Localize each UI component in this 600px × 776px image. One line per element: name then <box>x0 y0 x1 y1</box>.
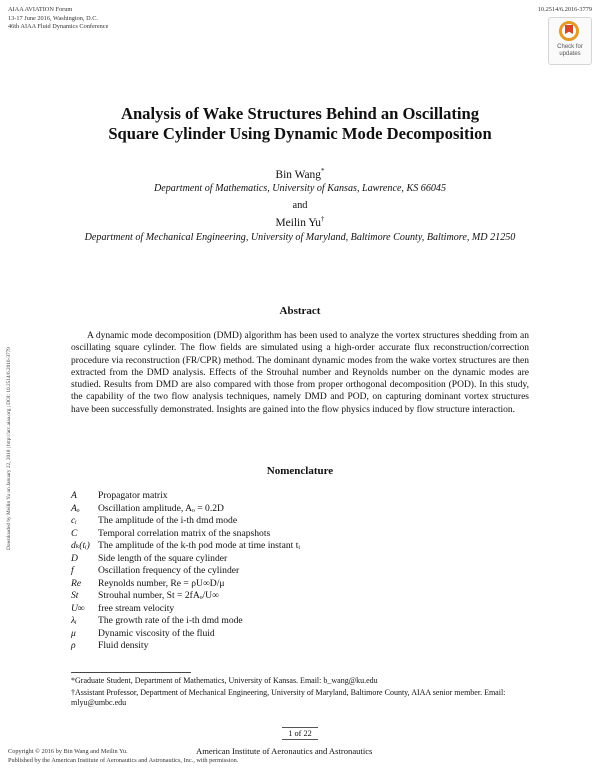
nomenclature-item <box>71 515 531 528</box>
nomenclature-definition: The growth rate of the i-th dmd mode <box>98 615 243 626</box>
nomenclature-heading: Nomenclature <box>266 465 334 477</box>
nomenclature-symbol: μ <box>71 627 76 639</box>
title-line-2: Square Cylinder Using Dynamic Mode Decomposition <box>108 124 492 143</box>
nomenclature-definition: Oscillation frequency of the cylinder <box>98 565 240 576</box>
nomenclature-symbol: D <box>71 552 78 564</box>
doi-label: 10.2514/6.2016-3779 <box>537 6 592 13</box>
nomenclature-definition: The amplitude of the i-th dmd mode <box>98 515 238 526</box>
badge-line-1: Check for <box>557 44 583 50</box>
copyright-line-1: Copyright © 2016 by Bin Wang and Meilin Yu. <box>8 748 128 755</box>
author-2 <box>0 215 600 229</box>
page-number-label: 1 of 22 <box>282 727 318 740</box>
author-1 <box>0 167 600 181</box>
author-2-mark: † <box>320 215 325 223</box>
nomenclature-definition: Propagator matrix <box>98 490 168 501</box>
nomenclature-symbol: λᵢ <box>71 615 77 626</box>
nomenclature-item <box>71 540 531 553</box>
check-for-updates-badge[interactable] <box>548 17 592 65</box>
badge-label <box>549 44 591 58</box>
author-1-mark: * <box>320 167 325 175</box>
nomenclature-definition: Strouhal number, St = 2fAₒ/U∞ <box>98 590 219 601</box>
and-separator: and <box>292 200 308 211</box>
nomenclature-list <box>71 490 531 653</box>
abstract-heading: Abstract <box>279 305 321 317</box>
nomenclature-symbol: f <box>71 565 74 576</box>
nomenclature-symbol: C <box>71 527 78 539</box>
footnote-2: †Assistant Professor, Department of Mechanical Engineering, University of Maryland, Baltimore County, AIAA senior member. Email: mlyu@umbc.edu <box>71 688 506 707</box>
nomenclature-item <box>71 565 531 578</box>
nomenclature-item <box>71 490 531 503</box>
paper-title <box>0 104 600 144</box>
footnote-1: *Graduate Student, Department of Mathematics, University of Kansas. Email: b_wang@ku.edu <box>71 676 378 685</box>
header-line-dates: 13-17 June 2016, Washington, D.C. <box>8 14 98 22</box>
header-line-forum: AIAA AVIATION Forum <box>8 6 73 13</box>
affiliation-2: Department of Mechanical Engineering, University of Maryland, Baltimore County, Baltimore, MD 21250 <box>84 232 516 243</box>
header-line-conference: 46th AIAA Fluid Dynamics Conference <box>8 23 109 31</box>
nomenclature-item <box>71 503 531 516</box>
author-2-name: Meilin Yu <box>275 216 321 229</box>
author-1-name: Bin Wang <box>275 168 321 181</box>
nomenclature-symbol: cᵢ <box>71 515 77 526</box>
nomenclature-item <box>71 590 531 603</box>
nomenclature-item <box>71 640 531 653</box>
nomenclature-item <box>71 628 531 641</box>
download-sidebar: Downloaded by Meilin Yu on January 22, 2018 | http://arc.aiaa.org | DOI: 10.2514/6.2016-3779 <box>6 347 12 550</box>
nomenclature-definition: The amplitude of the k-th pod mode at time instant tᵢ <box>98 540 300 551</box>
copyright-line-2: Published by the American Institute of Aeronautics and Astronautics, Inc., with permission. <box>8 756 239 764</box>
page-number <box>0 727 600 740</box>
nomenclature-symbol: Aₒ <box>71 502 80 514</box>
nomenclature-definition: Dynamic viscosity of the fluid <box>98 627 215 639</box>
nomenclature-item <box>71 615 531 628</box>
nomenclature-symbol: Re <box>71 577 82 589</box>
footnote-rule <box>71 672 191 673</box>
nomenclature-symbol: St <box>71 590 79 601</box>
nomenclature-symbol: ρ <box>71 640 76 651</box>
title-line-1: Analysis of Wake Structures Behind an Oscillating <box>120 104 480 123</box>
nomenclature-symbol: dₖ(tᵢ) <box>71 540 90 551</box>
nomenclature-definition: Oscillation amplitude, Aₒ = 0.2D <box>98 502 224 514</box>
nomenclature-item <box>71 603 531 616</box>
nomenclature-definition: Side length of the square cylinder <box>98 552 228 564</box>
nomenclature-symbol: U∞ <box>71 602 85 614</box>
nomenclature-item <box>71 528 531 541</box>
affiliation-1: Department of Mathematics, University of Kansas, Lawrence, KS 66045 <box>153 183 447 194</box>
nomenclature-definition: Temporal correlation matrix of the snapshots <box>98 527 271 539</box>
badge-line-2: updates <box>559 51 581 57</box>
nomenclature-definition: free stream velocity <box>98 602 175 614</box>
publisher-name: American Institute of Aeronautics and Astronautics <box>196 746 373 756</box>
nomenclature-item <box>71 578 531 591</box>
nomenclature-definition: Reynolds number, Re = ρU∞D/μ <box>98 577 225 589</box>
conference-header <box>8 6 108 32</box>
abstract-text: A dynamic mode decomposition (DMD) algorithm has been used to analyze the vortex structures shedding from an oscillating square cylinder. The flow fields are simulated using a high-order accurate flux reconstruction/correction procedure via reconstruction (FR/CPR) method. The dominant dynamic modes from the wake vortex structures are then extracted from the DMD analysis. Effects of the Strouhal number and Reynolds number on the dynamic modes are studied. Results from DMD are also compared with those from proper orthogonal decomposition (POD). In this study, the capability of the two flow analysis techniques, namely DMD and POD, on capturing dominant vortex structures have been successfully demonstrated. Insights are gained into the flow physics induced by flow structure interaction. <box>71 331 529 415</box>
nomenclature-definition: Fluid density <box>98 640 149 651</box>
nomenclature-symbol: A <box>71 490 77 501</box>
nomenclature-item <box>71 553 531 566</box>
